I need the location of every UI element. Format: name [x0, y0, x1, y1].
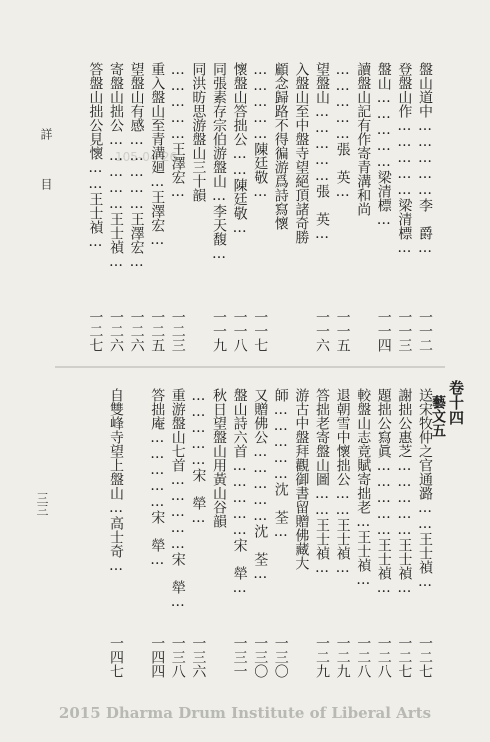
toc-entry [130, 62, 144, 352]
toc-entry [315, 388, 329, 678]
toc-entry-title: 自雙峰寺望上盤山…高士奇… [108, 388, 124, 574]
toc-entry [109, 62, 123, 352]
section-label-bottom: 目 [39, 178, 53, 190]
toc-entry-title: 較盤山志竟賦寄拙老…王士禎… [355, 388, 372, 588]
toc-entry-page: 一二五 [149, 310, 166, 352]
toc-entry [356, 62, 370, 352]
toc-entry-page: 一二七 [87, 310, 104, 352]
toc-entry-title: 望盤山……………張 英… [314, 62, 330, 242]
toc-entry [150, 388, 164, 678]
toc-entry [336, 388, 350, 678]
toc-entry-page: 一三八 [169, 636, 186, 678]
toc-entry-page: 一一八 [231, 310, 248, 352]
toc-entry-title: 登盤山作……………梁清標… [396, 62, 413, 256]
toc-entry-page: 一一九 [211, 310, 227, 352]
toc-entry-title: 答盤山拙公見懷……王士禎… [87, 62, 104, 250]
toc-entry-title: 答拙庵……………宋 犖… [149, 388, 166, 568]
toc-entry-title: 同張素存宗伯游盤山…李天馥… [211, 62, 227, 262]
toc-entry-title: 顧念歸路不得徧游爲詩寫懷 [272, 62, 289, 230]
toc-entry [397, 62, 411, 352]
toc-entry-title: 盤山道中……………李 爵… [417, 62, 433, 256]
toc-entry-title: 退朝雪中懷拙公……王士禎… [334, 388, 351, 576]
toc-entry [150, 62, 164, 352]
toc-entry-page: 一一二 [417, 310, 433, 352]
toc-entry [377, 388, 391, 678]
footer-watermark: 2015 Dharma Drum Institute of Liberal Arts [58, 704, 432, 722]
toc-entry [336, 62, 350, 352]
toc-entry-page: 一三〇 [272, 636, 289, 678]
toc-entry [233, 62, 247, 352]
toc-entry-page: 一二九 [334, 636, 351, 678]
toc-entry [274, 388, 288, 678]
toc-entry-title: 望盤山有感……………王澤宏… [128, 62, 145, 270]
toc-entry [418, 62, 432, 352]
toc-entry-page: 一二六 [108, 310, 124, 352]
toc-entry-page: 一二三 [169, 310, 186, 352]
toc-entry-page: 一一七 [252, 310, 269, 352]
toc-entry-title: 同洪昉思游盤山三十韻 [190, 62, 207, 202]
toc-entry-title: ……………張 英… [334, 62, 351, 200]
toc-entry [418, 388, 432, 678]
toc-entry-title: 又贈佛公……………沈 荃… [252, 388, 269, 582]
toc-entry-page: 一二九 [314, 636, 330, 678]
volume-title: 卷十四 [447, 380, 465, 425]
toc-entry [294, 388, 308, 678]
toc-entry [274, 62, 288, 352]
toc-entry-title: 盤山……………梁清標… [375, 62, 392, 228]
toc-entry-title: 秋日望盤山用黃山谷韻 [211, 388, 227, 528]
toc-entry-title: ……………陳廷敬… [252, 62, 269, 200]
toc-entry [191, 62, 205, 352]
toc-entry [171, 388, 185, 678]
toc-entry-title: 盤山詩六首……………宋 犖… [231, 388, 248, 596]
toc-entry-title: 答拙老寄盤山圖……王士禎… [314, 388, 330, 576]
toc-entry-page: 一三〇 [252, 636, 269, 678]
toc-entry [212, 62, 226, 352]
page-number: 三三 [35, 492, 49, 516]
toc-entry-page: 一二七 [417, 636, 433, 678]
toc-entry [109, 388, 123, 678]
toc-entry-page: 一三六 [190, 636, 207, 678]
toc-entry [233, 388, 247, 678]
toc-entry-title: 懷盤山答拙公……陳廷敬… [231, 62, 248, 236]
toc-entry [397, 388, 411, 678]
toc-entry [253, 388, 267, 678]
toc-entry [88, 62, 102, 352]
toc-entry-title: ……………宋 犖… [190, 388, 207, 526]
toc-entry-title: 題拙公寫眞……………王士禎… [375, 388, 392, 596]
section-divider [55, 366, 445, 368]
toc-entry-page: 一一四 [375, 310, 392, 352]
toc-entry-page: 一一六 [314, 310, 330, 352]
toc-entry [253, 62, 267, 352]
toc-entry-page: 一一五 [334, 310, 351, 352]
toc-entry-title: 重游盤山七首……………宋 犖… [169, 388, 186, 610]
toc-entry-title: 送宋牧仲之官通潞……王士禎… [417, 388, 433, 590]
toc-entry-title: 重入盤山至青溝廻…王澤宏… [149, 62, 166, 248]
section-label-top: 詳 [39, 128, 53, 140]
toc-entry-title: 讀盤山記有作寄青溝和尚 [355, 62, 372, 216]
toc-entry-page: 一三一 [231, 636, 248, 678]
toc-entry [171, 62, 185, 352]
toc-entry-title: 游古中盤拜觀御書留贈佛藏大 [293, 388, 310, 570]
toc-entry [294, 62, 308, 352]
toc-entry [212, 388, 226, 678]
toc-entry [356, 388, 370, 678]
volume-subtitle: 藝文五 [430, 395, 446, 437]
toc-entry-title: 謝拙公惠芝……………王士禎… [396, 388, 413, 596]
toc-entry-title: 入盤山至中盤寺望絕頂諸奇勝 [293, 62, 310, 244]
toc-entry-page: 一二八 [375, 636, 392, 678]
toc-entry-page: 一一三 [396, 310, 413, 352]
toc-entry-title: 寄盤山拙公……………王士禎… [108, 62, 124, 270]
toc-entry-page: 一二八 [355, 636, 372, 678]
toc-entry-title: 師……………沈 荃… [272, 388, 289, 540]
toc-entry-page: 一四七 [108, 636, 124, 678]
toc-entry-title: ……………王澤宏… [169, 62, 186, 200]
toc-entry-page: 一四四 [149, 636, 166, 678]
toc-entry [315, 62, 329, 352]
mid-watermark: 105-04-26 [115, 150, 178, 164]
toc-entry-page: 一二六 [128, 310, 145, 352]
toc-entry [377, 62, 391, 352]
toc-entry [191, 388, 205, 678]
toc-entry-page: 一二七 [396, 636, 413, 678]
